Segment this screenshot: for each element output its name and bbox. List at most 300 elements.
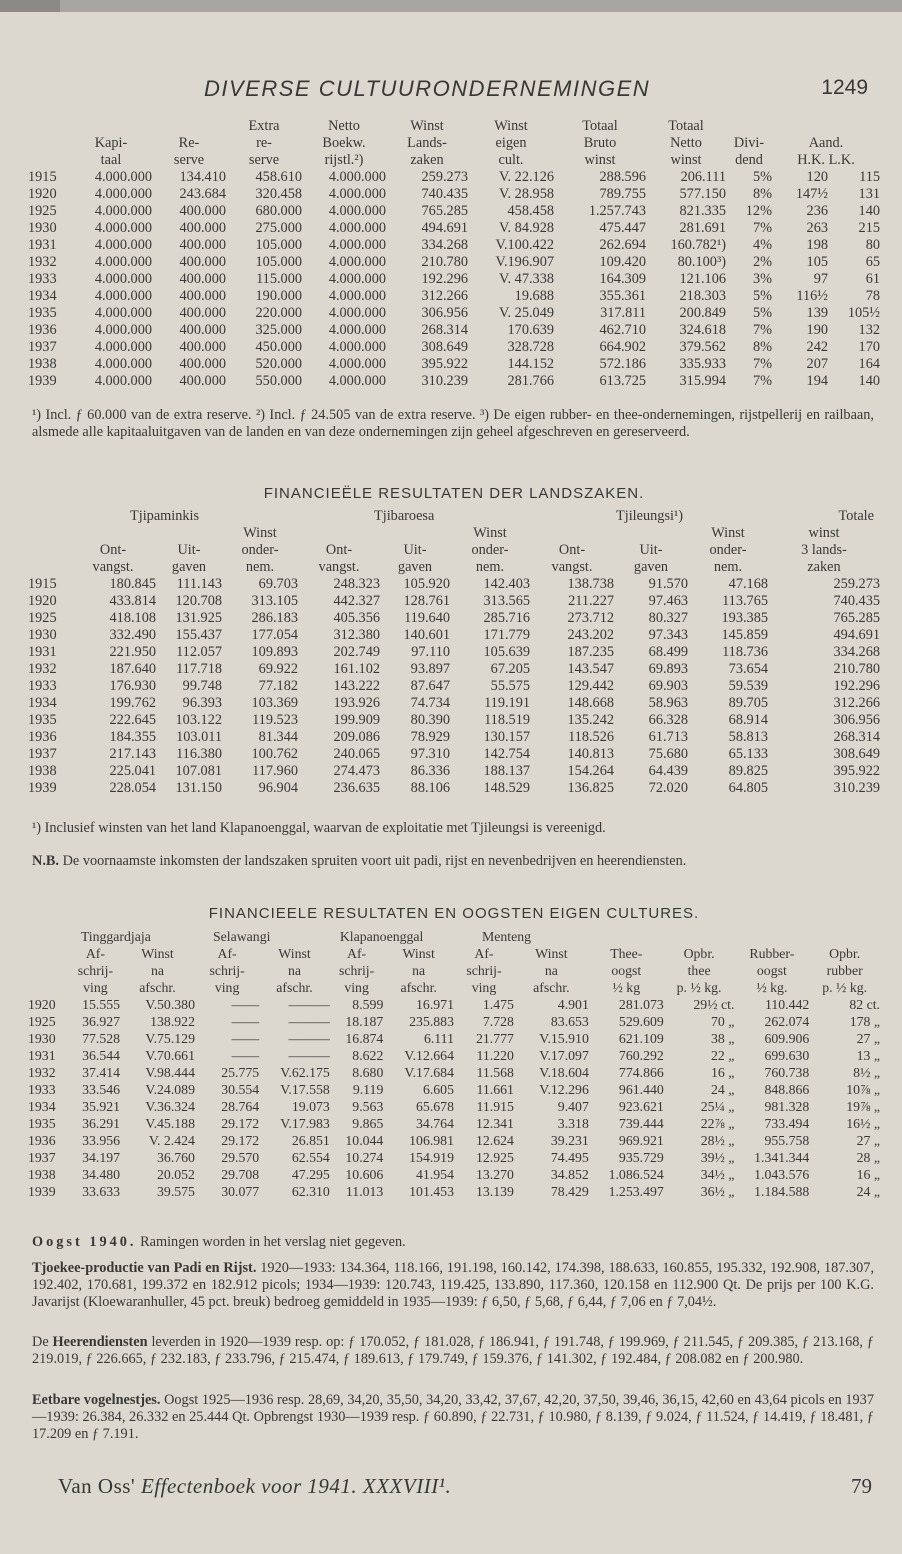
table-cell: 61 xyxy=(865,271,880,287)
running-title: DIVERSE CULTUURONDERNEMINGEN xyxy=(204,76,651,101)
table-cell: V. 47.338 xyxy=(499,271,554,287)
table-cell: 789.755 xyxy=(599,186,646,202)
col-head: na xyxy=(544,963,558,978)
col-head: Ont- xyxy=(558,542,586,558)
table-cell: 236.635 xyxy=(333,780,380,796)
table-cell: 4.000.000 xyxy=(328,271,386,287)
table-cell: V.24.089 xyxy=(145,1082,195,1097)
table-cell: 733.494 xyxy=(764,1116,810,1131)
table-cell: 202.749 xyxy=(333,644,380,660)
group-head-tjileungsi: Tjileungsi¹) xyxy=(616,508,684,524)
table-cell: 119.640 xyxy=(404,610,450,626)
table-cell: 139 xyxy=(806,305,828,321)
nb-note xyxy=(32,853,874,870)
col-head: rijstl.²) xyxy=(324,152,364,168)
table-cell: 117.718 xyxy=(176,661,222,677)
col-head: ving xyxy=(471,980,497,995)
table-cell: 225.041 xyxy=(109,763,156,779)
table-cell: 142.754 xyxy=(483,746,530,762)
table-cell: 15.555 xyxy=(82,997,121,1012)
heerendiensten-label: Heerendiensten xyxy=(52,1334,148,1350)
table-cell: 135.242 xyxy=(567,712,614,728)
table-cell: 105½ xyxy=(847,305,880,321)
table-cell: 65.678 xyxy=(416,1099,454,1114)
table-cell: 140.601 xyxy=(403,627,450,643)
table-cell: 119.191 xyxy=(484,695,530,711)
col-head: vangst. xyxy=(318,559,360,575)
table-cell: 395.922 xyxy=(421,356,468,372)
table-cell: 6.605 xyxy=(422,1082,454,1097)
table-cell: 59.539 xyxy=(728,678,768,694)
year-cell: 1931 xyxy=(28,237,57,253)
col-head: Winst xyxy=(141,946,174,961)
table-cell: 138.738 xyxy=(567,576,614,592)
table-row xyxy=(28,780,880,797)
col-head: Af- xyxy=(85,946,105,961)
table-cell: V.70.661 xyxy=(145,1048,195,1063)
table-cell: 4.901 xyxy=(557,997,589,1012)
table-cell: 7.728 xyxy=(482,1014,514,1029)
table-cell: 740.435 xyxy=(421,186,468,202)
table-cell: 4.000.000 xyxy=(328,356,386,372)
table-cell: 379.562 xyxy=(679,339,726,355)
table-cell: 332.490 xyxy=(109,627,156,643)
table-cell: 442.327 xyxy=(333,593,380,609)
table-cell: 664.902 xyxy=(599,339,646,355)
table-cell: 62.554 xyxy=(291,1150,330,1165)
table-row xyxy=(28,610,880,627)
table-cell: 400.000 xyxy=(179,305,226,321)
col-head: onder- xyxy=(471,542,509,558)
table-cell: 475.447 xyxy=(599,220,646,236)
table-cell: 66.328 xyxy=(648,712,688,728)
table-cell: 154.264 xyxy=(567,763,614,779)
col-head: afschr. xyxy=(400,980,437,995)
table-cell: 4.000.000 xyxy=(328,237,386,253)
table-cell: 760.738 xyxy=(764,1065,810,1080)
table-cell: 4.000.000 xyxy=(94,271,152,287)
table-cell: 130.157 xyxy=(483,729,530,745)
table-cell: 320.458 xyxy=(255,186,302,202)
table-cell: 187.640 xyxy=(109,661,156,677)
table-cell: 140 xyxy=(858,373,880,389)
table-cell: 325.000 xyxy=(255,322,302,338)
table-cell: 58.963 xyxy=(648,695,688,711)
table-cell: 143.547 xyxy=(567,661,614,677)
year-cell: 1930 xyxy=(28,627,57,643)
table-cell: 1.043.576 xyxy=(754,1167,810,1182)
table-row xyxy=(28,220,880,237)
col-head: Ont- xyxy=(325,542,353,558)
table-cell: 36.291 xyxy=(82,1116,121,1131)
table-cell: 613.725 xyxy=(599,373,646,389)
col-head: ving xyxy=(83,980,108,995)
eigen-cultures-table xyxy=(28,928,880,1200)
col-head: Lands- xyxy=(407,135,447,151)
table-cell: 259.273 xyxy=(421,169,468,185)
year-cell: 1915 xyxy=(28,169,57,185)
table-cell: 192.296 xyxy=(833,678,880,694)
table-cell: 981.328 xyxy=(764,1099,810,1114)
table-cell: 1.253.497 xyxy=(608,1184,664,1199)
table-row xyxy=(28,305,880,322)
table-cell: 242 xyxy=(806,339,828,355)
table-head-row xyxy=(28,962,880,979)
table-row xyxy=(28,237,880,254)
table-cell: 106.981 xyxy=(409,1133,454,1148)
col-head: Thee- xyxy=(610,946,643,961)
table-cell: 458.458 xyxy=(507,203,554,219)
year-cell: 1932 xyxy=(28,1065,56,1080)
table-row xyxy=(28,271,880,288)
table-cell: 64.805 xyxy=(728,780,768,796)
group-head-totale: Totale xyxy=(838,508,874,524)
table-cell: 275.000 xyxy=(255,220,302,236)
table-row xyxy=(28,763,880,780)
table-cell: 121.106 xyxy=(679,271,726,287)
table-head-row xyxy=(28,152,880,169)
table-cell: 308.649 xyxy=(421,339,468,355)
heerendiensten-text: leverden in 1920—1939 resp. op: ƒ 170.052, ƒ 181.028, ƒ 186.941, ƒ 191.748, ƒ 199.969, ƒ 211.545, ƒ 209.385, ƒ 213.168, ƒ 219.019, ƒ 226.665, ƒ 232.183, ƒ 233.796, ƒ 215.474, ƒ 189.613, ƒ 179.749, ƒ 159.376, ƒ 141.302, ƒ 192.484, ƒ 208.082 en ƒ 200.980. xyxy=(32,1334,874,1367)
table-cell: 12.624 xyxy=(475,1133,514,1148)
table-cell: 103.011 xyxy=(176,729,222,745)
table-cell: 192.296 xyxy=(421,271,468,287)
footnote-table2: ¹) Inclusief winsten van het land Klapanoenggal, waarvan de exploitatie met Tjileungsi is vereenigd. xyxy=(32,820,606,836)
table-cell: 67.205 xyxy=(490,661,530,677)
col-head: winst xyxy=(808,525,840,541)
col-head: Re- xyxy=(178,135,200,151)
table-cell: 680.000 xyxy=(255,203,302,219)
table-cell: 55.575 xyxy=(490,678,530,694)
table-cell: 36.544 xyxy=(82,1048,121,1063)
table-row xyxy=(28,1047,880,1064)
table-cell: 400.000 xyxy=(179,271,226,287)
col-head: ving xyxy=(214,980,240,995)
table-row xyxy=(28,322,880,339)
table-cell: 774.866 xyxy=(618,1065,664,1080)
table-cell: 263 xyxy=(806,220,828,236)
footnotes-table1: ¹) Incl. ƒ 60.000 van de extra reserve. ²) Incl. ƒ 24.505 van de extra reserve. ³) De eigen rubber- en thee-ondernemingen, rijstpellerij en railbaan, alsmede alle kapitaaluitgaven van de landen en van deze ondernemingen zijn geheel afgeschreven en gereserveerd. xyxy=(32,407,874,440)
table-cell: 16.874 xyxy=(345,1031,384,1046)
table-cell: 154.919 xyxy=(409,1150,454,1165)
table-cell: 206.111 xyxy=(680,169,726,185)
col-head: gaven xyxy=(397,559,433,575)
table-cell: 180.845 xyxy=(109,576,156,592)
table-cell: 961.440 xyxy=(618,1082,664,1097)
table-cell: 494.691 xyxy=(421,220,468,236)
table-cell: 395.922 xyxy=(833,763,880,779)
table-cell: 184.355 xyxy=(109,729,156,745)
col-head: Netto xyxy=(328,118,360,134)
table-cell: 10.044 xyxy=(345,1133,384,1148)
table-cell: 105 xyxy=(806,254,828,270)
table-cell: 176.930 xyxy=(109,678,156,694)
col-head: Divi- xyxy=(733,135,765,151)
paragraph-vogelnestjes xyxy=(32,1392,874,1443)
table-cell: 178 „ xyxy=(849,1014,880,1029)
table-cell: 281.766 xyxy=(507,373,554,389)
table-cell: V.15.910 xyxy=(539,1031,589,1046)
table-cell: 450.000 xyxy=(255,339,302,355)
col-head: Ont- xyxy=(99,542,127,558)
table-cell: 74.495 xyxy=(550,1150,589,1165)
table-cell: 462.710 xyxy=(599,322,646,338)
table-cell: ——— xyxy=(288,1014,330,1029)
table-cell: 41.954 xyxy=(416,1167,454,1182)
table-cell: 87.647 xyxy=(410,678,450,694)
table-cell: 13 „ xyxy=(856,1048,880,1063)
table-cell: 317.811 xyxy=(600,305,646,321)
col-head: onder- xyxy=(241,542,279,558)
table-cell: 144.152 xyxy=(507,356,554,372)
table-cell: 69.893 xyxy=(648,661,688,677)
col-head: ½ kg xyxy=(612,980,641,995)
table-cell: 286.183 xyxy=(251,610,298,626)
table-cell: 765.285 xyxy=(421,203,468,219)
table-cell: 73.654 xyxy=(728,661,768,677)
table-cell: 8.622 xyxy=(352,1048,384,1063)
table-cell: 147½ xyxy=(795,186,828,202)
table-cell: 30.554 xyxy=(221,1082,260,1097)
table-head-row xyxy=(28,135,880,152)
nb-label: N.B. xyxy=(32,853,60,869)
table-cell: 458.610 xyxy=(255,169,302,185)
col-head: winst xyxy=(584,152,616,168)
table-cell: 140 xyxy=(858,203,880,219)
table-cell: 27 „ xyxy=(856,1031,880,1046)
table-cell: 19.073 xyxy=(291,1099,330,1114)
table-cell: 494.691 xyxy=(833,627,880,643)
table-cell: 194 xyxy=(806,373,828,389)
table-cell: 8.680 xyxy=(352,1065,384,1080)
table-cell: 235.883 xyxy=(409,1014,454,1029)
table-cell: 313.105 xyxy=(251,593,298,609)
table-cell: 4.000.000 xyxy=(94,356,152,372)
table-cell: 29.172 xyxy=(221,1116,260,1131)
table-cell: 4.000.000 xyxy=(328,186,386,202)
table-cell: 13.139 xyxy=(475,1184,514,1199)
table-cell: 25¼ „ xyxy=(700,1099,735,1114)
table-cell: 33.546 xyxy=(82,1082,121,1097)
table-cell: 400.000 xyxy=(179,339,226,355)
col-head: winst xyxy=(670,152,702,168)
table-cell: 699.630 xyxy=(764,1048,810,1063)
table-cell: 220.000 xyxy=(255,305,302,321)
table-cell: 34.764 xyxy=(416,1116,454,1131)
col-head: oogst xyxy=(756,963,787,978)
year-cell: 1925 xyxy=(28,1014,56,1029)
table-cell: 97 xyxy=(813,271,828,287)
col-head: Uit- xyxy=(403,542,427,558)
table-row xyxy=(28,254,880,271)
table-cell: 7% xyxy=(752,356,772,372)
table-cell: 96.393 xyxy=(182,695,222,711)
table-cell: 4.000.000 xyxy=(328,220,386,236)
section-title-landszaken: FINANCIEËLE RESULTATEN DER LANDSZAKEN. xyxy=(263,485,645,502)
table-cell: 105.639 xyxy=(483,644,530,660)
table-cell: 118.519 xyxy=(484,712,530,728)
table-cell: 274.473 xyxy=(333,763,380,779)
year-cell: 1933 xyxy=(28,271,57,287)
table-cell: 4.000.000 xyxy=(94,305,152,321)
table-cell: 68.914 xyxy=(728,712,768,728)
table-cell: 2% xyxy=(752,254,772,270)
col-head: Winst xyxy=(410,118,444,134)
table-cell: 11.220 xyxy=(476,1048,514,1063)
table-cell: 821.335 xyxy=(679,203,726,219)
table-cell: 739.444 xyxy=(618,1116,664,1131)
table-cell: 142.403 xyxy=(483,576,530,592)
table-cell: V.98.444 xyxy=(145,1065,195,1080)
table-cell: 93.897 xyxy=(410,661,450,677)
table-cell: 37.414 xyxy=(82,1065,121,1080)
table-cell: V. 25.049 xyxy=(499,305,554,321)
table-cell: 26.851 xyxy=(291,1133,330,1148)
oogst-label: Oogst 1940. xyxy=(32,1234,137,1250)
table-cell: 117.960 xyxy=(252,763,298,779)
table-cell: 1.341.344 xyxy=(754,1150,810,1165)
table-cell: 148.529 xyxy=(483,780,530,796)
table-row xyxy=(28,1166,880,1183)
table-cell: V.17.684 xyxy=(404,1065,454,1080)
table-cell: 18.187 xyxy=(345,1014,384,1029)
table-cell: 10.606 xyxy=(345,1167,384,1182)
table-cell: 100.762 xyxy=(251,746,298,762)
year-cell: 1936 xyxy=(28,1133,56,1148)
table-cell: 210.780 xyxy=(833,661,880,677)
table-cell: 27 „ xyxy=(856,1133,880,1148)
table-cell: 5% xyxy=(752,169,772,185)
table-cell: 400.000 xyxy=(179,322,226,338)
table-row xyxy=(28,1115,880,1132)
table-row xyxy=(28,1183,880,1200)
footer-source-b: Effectenboek voor 1941. xyxy=(140,1474,358,1498)
year-cell: 1935 xyxy=(28,712,57,728)
table-cell: 221.950 xyxy=(109,644,156,660)
table-cell: 116½ xyxy=(796,288,828,304)
table-cell: 12.341 xyxy=(475,1116,514,1131)
table-cell: 143.222 xyxy=(333,678,380,694)
table-cell: 12.925 xyxy=(475,1150,514,1165)
table-cell: 7% xyxy=(752,220,772,236)
table-cell: 170.639 xyxy=(507,322,554,338)
year-cell: 1934 xyxy=(28,288,57,304)
table-cell: 34.480 xyxy=(82,1167,121,1182)
table-cell: 1.184.588 xyxy=(754,1184,810,1199)
scan-top-edge xyxy=(0,0,902,12)
table-cell: 328.728 xyxy=(507,339,554,355)
table-cell: 199.762 xyxy=(109,695,156,711)
col-head: Totaal xyxy=(582,118,618,134)
table-cell: 105.920 xyxy=(403,576,450,592)
table-cell: 312.266 xyxy=(833,695,880,711)
table-cell: 19.688 xyxy=(514,288,554,304)
table-cell: 25.775 xyxy=(221,1065,260,1080)
col-head: re- xyxy=(256,135,272,151)
table-row xyxy=(28,203,880,220)
table-cell: 240.065 xyxy=(333,746,380,762)
col-head: p. ½ kg. xyxy=(676,980,722,995)
table-cell: 4.000.000 xyxy=(94,220,152,236)
oogst-text: Ramingen worden in het verslag niet gegeven. xyxy=(140,1234,406,1250)
table-cell: V.62.175 xyxy=(280,1065,330,1080)
table-cell: 89.825 xyxy=(728,763,768,779)
col-head: Uit- xyxy=(177,542,201,558)
table-cell: 9.563 xyxy=(352,1099,384,1114)
table-cell: 16½ „ xyxy=(846,1116,880,1131)
col-head: Winst xyxy=(711,525,745,541)
table-cell: 28 „ xyxy=(856,1150,880,1165)
group-head-menteng: Menteng xyxy=(481,929,532,944)
table-cell: 222.645 xyxy=(109,712,156,728)
table-cell: 7% xyxy=(752,322,772,338)
table-cell: 97.110 xyxy=(411,644,450,660)
running-header xyxy=(28,72,880,106)
table-cell: 740.435 xyxy=(833,593,880,609)
table-cell: 4.000.000 xyxy=(94,186,152,202)
table-head-row xyxy=(28,559,880,576)
table-cell: 105.000 xyxy=(255,237,302,253)
table-cell: 155.437 xyxy=(175,627,222,643)
col-head: Aand. xyxy=(808,135,844,151)
year-cell: 1915 xyxy=(28,576,57,592)
table-cell: 4.000.000 xyxy=(328,169,386,185)
table-row xyxy=(28,1064,880,1081)
table-cell: V. 84.928 xyxy=(499,220,554,236)
year-cell: 1930 xyxy=(28,1031,56,1046)
table-cell: 188.137 xyxy=(483,763,530,779)
table-cell: 308.649 xyxy=(833,746,880,762)
table-cell: 13.270 xyxy=(475,1167,514,1182)
table-cell: 78 xyxy=(865,288,880,304)
table-cell: 107.081 xyxy=(175,763,222,779)
table-cell: 1.086.524 xyxy=(608,1167,664,1182)
table-cell: —— xyxy=(231,1048,260,1063)
year-cell: 1935 xyxy=(28,305,57,321)
table-cell: 16 „ xyxy=(856,1167,880,1182)
table-cell: 1.257.743 xyxy=(588,203,646,219)
table-cell: 4.000.000 xyxy=(328,322,386,338)
table-cell: 160.782¹) xyxy=(670,237,726,253)
tjoekee-label: Tjoekee-productie van Padi en Rijst. xyxy=(32,1260,257,1276)
col-head: onder- xyxy=(709,542,747,558)
table-cell: 70 „ xyxy=(711,1014,735,1029)
table-cell: 935.729 xyxy=(618,1150,664,1165)
paragraph-oogst-1940 xyxy=(32,1234,874,1251)
group-head-tjipaminkis: Tjipaminkis xyxy=(130,508,200,524)
scan-corner-mark xyxy=(0,0,60,12)
col-head: serve xyxy=(173,152,205,168)
table-cell: 955.758 xyxy=(764,1133,810,1148)
year-cell: 1937 xyxy=(28,1150,56,1165)
table-cell: 80.390 xyxy=(410,712,450,728)
page-number: 1249 xyxy=(821,76,868,99)
table-cell: 131.925 xyxy=(175,610,222,626)
col-head: na xyxy=(150,963,165,978)
table-cell: ——— xyxy=(288,1031,330,1046)
table-cell: 39½ „ xyxy=(700,1150,735,1165)
table-cell: 132 xyxy=(858,322,880,338)
table-cell: 334.268 xyxy=(833,644,880,660)
table-row xyxy=(28,996,880,1013)
table-head-row xyxy=(28,945,880,962)
table-cell: 8% xyxy=(752,186,772,202)
table-cell: 4.000.000 xyxy=(328,288,386,304)
col-head: Rubber- xyxy=(749,946,795,961)
group-head-tinggardjaja: Tinggardjaja xyxy=(80,929,151,944)
table-cell: 36.760 xyxy=(157,1150,195,1165)
table-cell: 28.764 xyxy=(221,1099,260,1114)
